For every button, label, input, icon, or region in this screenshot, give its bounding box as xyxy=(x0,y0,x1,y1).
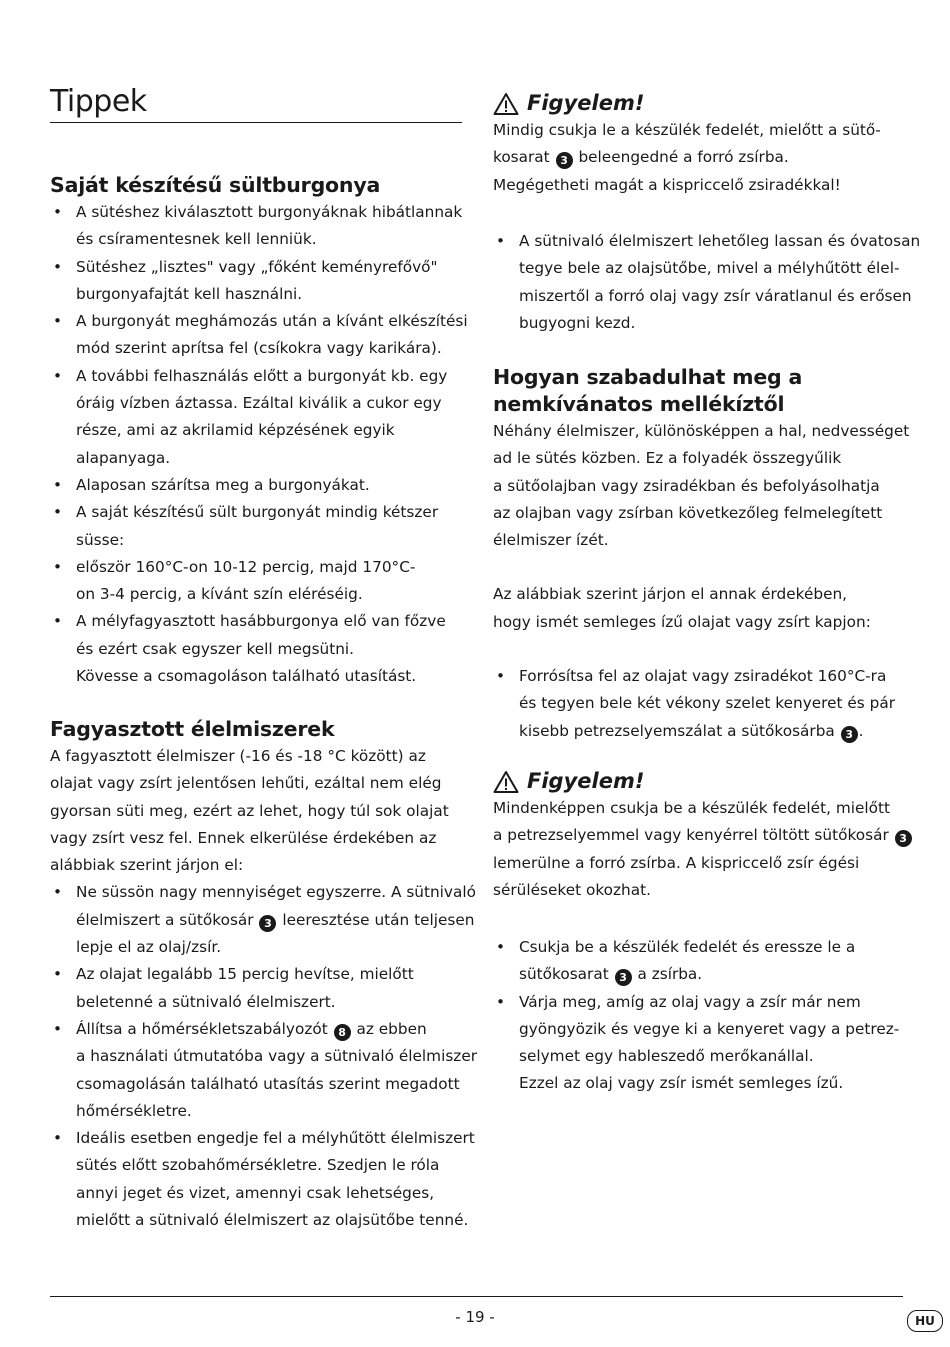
list-item: • A további felhasználás előtt a burgonyát kb. egy óráig vízben áztassa. Ezáltal kiválik a cukor egy része, ami az akrilamid képzésének egyik alapanyaga. xyxy=(53,366,448,467)
list-item: • Várja meg, amíg az olaj vagy a zsír már nem gyöngyözik és vegye ki a kenyeret vagy a petrez- selymet egy hableszedő merőkanállal. Ezzel az olaj vagy zsír ismét semleges ízű. xyxy=(496,992,900,1093)
final-tips xyxy=(493,934,905,1098)
title-divider xyxy=(50,122,462,123)
list-item: • A burgonyát meghámozás után a kívánt elkészítési mód szerint aprítsa fel (csíkokra vagy karikára). xyxy=(53,312,468,358)
warning-box-2 xyxy=(493,768,905,904)
warning-heading: Figyelem! xyxy=(527,91,645,115)
part-number-badge: 3 xyxy=(615,969,632,986)
warning-box-1 xyxy=(493,90,905,199)
list-item: • Csukja be a készülék fedelét és eressze le a sütőkosarat 3 a zsírba. xyxy=(496,938,856,985)
lowering-tip xyxy=(493,228,921,337)
section-remove-off-taste xyxy=(493,364,910,745)
list-item: • Ideális esetben engedje fel a mélyhűtött élelmiszert sütés előtt szobahőmérsékletre. Szedjen le róla annyi jeget és vizet, amennyi csak lehetséges, mielőtt a sütnivaló élelmiszert az olajsütőbe tenné. xyxy=(53,1129,475,1230)
part-number-badge: 3 xyxy=(556,152,573,169)
part-number-badge: 3 xyxy=(259,915,276,932)
list-item: • A saját készítésű sült burgonyát mindig kétszer süsse: xyxy=(53,503,439,549)
list-item: • Alaposan szárítsa meg a burgonyákat. xyxy=(53,475,370,494)
language-badge: HU xyxy=(907,1310,943,1332)
list-item: • A mélyfagyasztott hasábburgonya elő van főzve és ezért csak egyszer kell megsütni. Kövesse a csomagoláson található utasítást. xyxy=(53,612,446,686)
part-number-badge: 3 xyxy=(895,830,912,847)
warning-text: Mindenképpen csukja be a készülék fedelét, mielőtt a petrezselyemmel vagy kenyérrel töltött sütőkosár 3 lemerülne a forró zsírba. A kispriccelő zsír égési sérüléseket okozhat. xyxy=(493,795,905,904)
list-item: • A sütéshez kiválasztott burgonyáknak hibátlannak és csíramentesnek kell lenniük. xyxy=(53,203,463,249)
warning-triangle-icon xyxy=(493,770,519,794)
part-number-badge: 3 xyxy=(841,726,858,743)
section-frozen-food xyxy=(50,716,478,1234)
list-item: • Forrósítsa fel az olajat vagy zsiradékot 160°C-ra és tegyen bele két vékony szelet kenyeret és pár kisebb petrezselyemszálat a sütőkosárba 3 . xyxy=(496,667,896,741)
section-heading: Saját készítésű sültburgonya xyxy=(50,173,381,197)
footer-divider xyxy=(50,1296,903,1297)
section-heading: Hogyan szabadulhat meg a nemkívánatos mellékíztől xyxy=(493,365,803,416)
off-taste-paragraph: Néhány élelmiszer, különösképpen a hal, nedvességet ad le sütés közben. Ez a folyadék összegyűlik a sütőolajban vagy zsiradékban és befolyásolhatja az olajban vagy zsírban következőleg felmelegített élelmiszer ízét. xyxy=(493,422,910,550)
list-item: • Ne süssön nagy mennyiséget egyszerre. A sütnivaló élelmiszert a sütőkosár 3 leeresztése után teljesen lepje el az olaj/zsír. xyxy=(53,883,476,957)
frozen-intro-paragraph: A fagyasztott élelmiszer (-16 és -18 °C között) az olajat vagy zsírt jelentősen lehűti, ezáltal nem elég gyorsan süti meg, ezért az lehet, hogy túl sok olajat vagy zsírt vesz fel. Ennek elkerülése érdekében az alábbiak szerint járjon el: xyxy=(50,747,449,875)
frozen-tips-list xyxy=(50,879,478,1234)
list-item: • Sütéshez „lisztes" vagy „főként keményrefővő" burgonyafajtát kell használni. xyxy=(53,257,438,303)
section-homemade-fries xyxy=(50,172,468,690)
section-heading: Fagyasztott élelmiszerek xyxy=(50,717,335,741)
part-number-badge: 8 xyxy=(334,1024,351,1041)
instruction-paragraph: Az alábbiak szerint járjon el annak érdekében, hogy ismét semleges ízű olajat vagy zsírt kapjon: xyxy=(493,585,871,631)
page-number: - 19 - xyxy=(455,1308,495,1326)
list-item: • Az olajat legalább 15 percig hevítse, mielőtt beletenné a sütnivaló élelmiszert. xyxy=(53,965,414,1011)
warning-text: Mindig csukja le a készülék fedelét, mielőtt a sütő- kosarat 3 beleengedné a forró zsírba. Megégetheti magát a kispriccelő zsiradékkal! xyxy=(493,121,881,194)
page-title: Tippek xyxy=(50,84,147,119)
warning-triangle-icon xyxy=(493,92,519,116)
warning-heading: Figyelem! xyxy=(527,769,645,793)
list-item: • először 160°C-on 10-12 percig, majd 170°C- on 3-4 percig, a kívánt szín eléréséig. xyxy=(53,557,416,604)
list-item: • A sütnivaló élelmiszert lehetőleg lassan és óvatosan tegye bele az olajsütőbe, mivel a mélyhűtött élel- miszertől a forró olaj vagy zsír váratlanul és erősen bugyogni kezd. xyxy=(496,232,921,332)
list-item: • Állítsa a hőmérsékletszabályozót 8 az ebben a használati útmutatóba vagy a sütnivaló élelmiszer csomagolásán található utasítás szerint megadott hőmérsékletre. xyxy=(53,1019,478,1120)
fries-tips-list xyxy=(50,199,468,690)
